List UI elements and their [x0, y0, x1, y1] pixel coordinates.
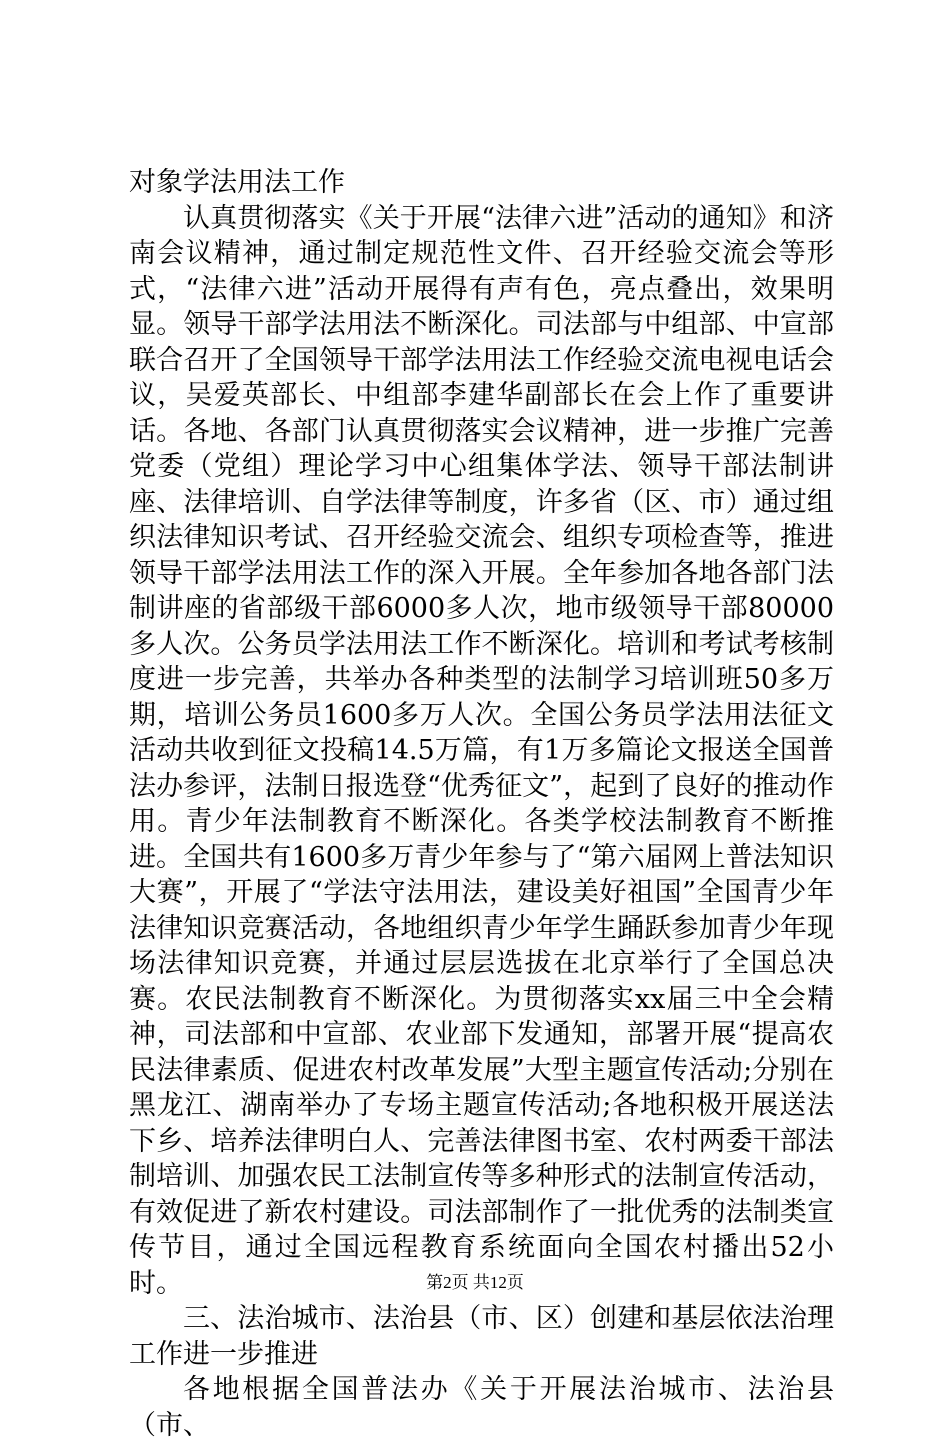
document-body: [129, 165, 834, 1443]
section-heading: 三、法治城市、法治县（市、区）创建和基层依法治理工作进一步推进: [129, 1303, 834, 1370]
page-footer: 第2页 共12页: [426, 1273, 524, 1292]
paragraph-1: 对象学法用法工作: [129, 167, 345, 198]
paragraph-3: 各地根据全国普法办《关于开展法治城市、法治县（市、: [129, 1374, 834, 1441]
paragraph-2: 认真贯彻落实《关于开展“法律六进”活动的通知》和济南会议精神，通过制定规范性文件、召开经验交流会等形式，“法律六进”活动开展得有声有色，亮点叠出，效果明显。领导干部学法用法不断深化。司法部与中组部、中宣部联合召开了全国领导干部学法用法工作经验交流电视电话会议，吴爱英部长、中组部李建华副部长在会上作了重要讲话。各地、各部门认真贯彻落实会议精神，进一步推广完善党委（党组）理论学习中心组集体学法、领导干部法制讲座、法律培训、自学法律等制度，许多省（区、市）通过组织法律知识考试、召开经验交流会、组织专项检查等，推进领导干部学法用法工作的深入开展。全年参加各地各部门法制讲座的省部级干部6000多人次，地市级领导干部80000多人次。公务员学法用法工作不断深化。培训和考试考核制度进一步完善，共举办各种类型的法制学习培训班50多万期，培训公务员1600多万人次。全国公务员学法用法征文活动共收到征文投稿14.5万篇，有1万多篇论文报送全国普法办参评，法制日报选登“优秀征文”，起到了良好的推动作用。青少年法制教育不断深化。各类学校法制教育不断推进。全国共有1600多万青少年参与了“第六届网上普法知识大赛”，开展了“学法守法用法，建设美好祖国”全国青少年法律知识竞赛活动，各地组织青少年学生踊跃参加青少年现场法律知识竞赛，并通过层层选拔在北京举行了全国总决赛。农民法制教育不断深化。为贯彻落实xx届三中全会精神，司法部和中宣部、农业部下发通知，部署开展“提高农民法律素质、促进农村改革发展”大型主题宣传活动;分别在黑龙江、湖南举办了专场主题宣传活动;各地积极开展送法下乡、培养法律明白人、完善法律图书室、农村两委干部法制培训、加强农民工法制宣传等多种形式的法制宣传活动，有效促进了新农村建设。司法部制作了一批优秀的法制类宣传节目，通过全国远程教育系统面向全国农村播出52小时。: [129, 202, 834, 1299]
